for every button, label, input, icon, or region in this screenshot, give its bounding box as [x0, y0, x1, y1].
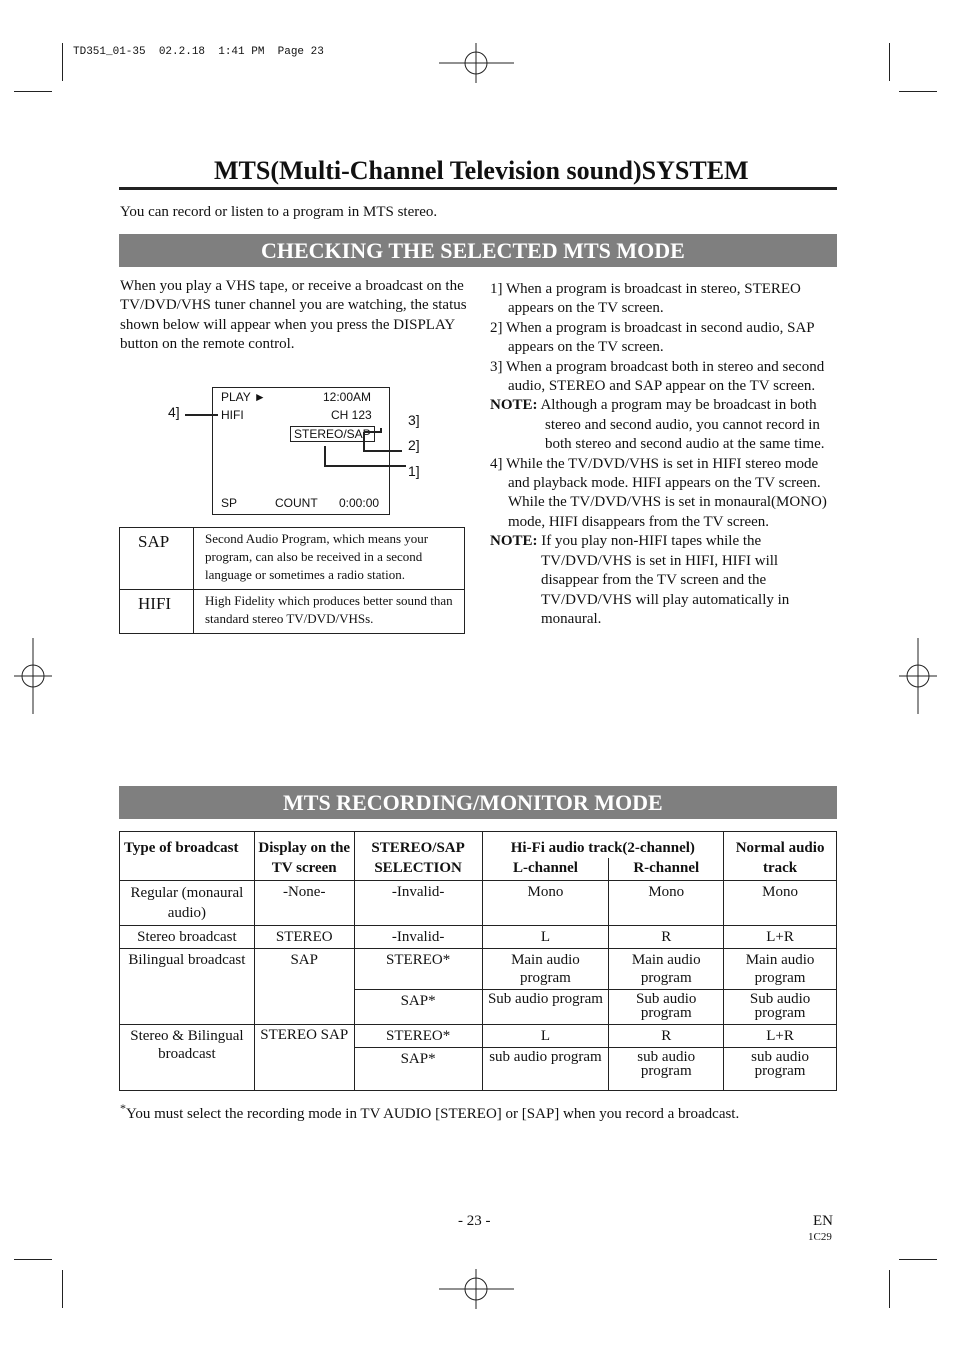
cell-display: -None-: [254, 881, 354, 926]
section-heading-recording: [119, 786, 837, 819]
cell-rch: Mono: [609, 881, 724, 926]
header-hifi: Hi-Fi audio track(2-channel): [482, 832, 724, 859]
cell-normal: sub audio program: [724, 1048, 837, 1091]
callout-2: 2]: [408, 437, 420, 453]
osd-play: PLAY ►: [221, 390, 266, 404]
cell-type: Regular (monaural audio): [120, 881, 255, 926]
cell-rch: Main audio program: [609, 949, 724, 990]
osd-speed: SP: [221, 496, 238, 510]
cell-display: STEREO SAP: [254, 1025, 354, 1091]
callout-3: 3]: [408, 412, 420, 428]
checking-paragraph: When you play a VHS tape, or receive a broadcast on the TV/DVD/VHS tuner channel you are watching, the status shown below will appear when you press the DISPLAY button on the remote control.: [120, 278, 467, 353]
cell-normal: L+R: [724, 926, 837, 949]
cell-selection: SAP*: [354, 990, 482, 1025]
glossary-term: SAP: [120, 528, 194, 590]
section-heading-checking-label: CHECKING THE SELECTED MTS MODE: [261, 238, 685, 263]
cell-type: Stereo & Bilingual broadcast: [120, 1025, 255, 1091]
mts-notes-list: [490, 280, 834, 629]
intro-text: You can record or listen to a program in MTS stereo.: [120, 204, 438, 220]
cell-lch: L: [482, 926, 609, 949]
osd-stereo-sap: STEREO/SAP: [290, 426, 375, 442]
osd-time: 12:00AM: [323, 390, 372, 404]
cell-lch: Sub audio program: [482, 990, 609, 1025]
callout-1: 1]: [408, 463, 420, 479]
mts-mode-table: [119, 831, 837, 1091]
glossary-definition: High Fidelity which produces better sound than standard stereo TV/DVD/VHSs.: [194, 590, 465, 634]
cell-normal: L+R: [724, 1025, 837, 1048]
language-code: EN: [813, 1213, 833, 1229]
glossary-table: [119, 527, 465, 634]
list-item: 3] When a program broadcast both in stereo and second audio, STEREO and SAP appear on the TV screen.: [490, 358, 825, 395]
header-type: Type of broadcast: [120, 832, 255, 881]
doc-code: 1C29: [808, 1231, 832, 1243]
osd-callout-lines: [180, 395, 440, 505]
cell-selection: -Invalid-: [354, 881, 482, 926]
note-2: [490, 532, 834, 629]
page-title: MTS(Multi-Channel Television sound)SYSTEM: [214, 156, 749, 185]
glossary-row: [120, 590, 465, 634]
note-1: [490, 396, 834, 454]
cell-normal: Mono: [724, 881, 837, 926]
glossary-term: HIFI: [120, 590, 194, 634]
section-heading-checking: [119, 234, 837, 267]
note-text: Although a program may be broadcast in both stereo and second audio, you cannot record in both stereo and second audio at the same time.: [540, 397, 825, 453]
note-label: NOTE:: [490, 397, 538, 414]
cell-type: Bilingual broadcast: [120, 949, 255, 1025]
list-item: 2] When a program is broadcast in second audio, SAP appears on the TV screen.: [490, 319, 815, 356]
table-row: [120, 881, 837, 926]
header-rch: R-channel: [609, 858, 724, 881]
cell-type: Stereo broadcast: [120, 926, 255, 949]
cell-lch: L: [482, 1025, 609, 1048]
osd-count-value: 0:00:00: [339, 496, 380, 510]
cell-display: STEREO: [254, 926, 354, 949]
cell-rch: R: [609, 1025, 724, 1048]
list-item: 1] When a program is broadcast in stereo, STEREO appears on the TV screen.: [490, 281, 801, 317]
cell-lch: Mono: [482, 881, 609, 926]
cell-display: SAP: [254, 949, 354, 1025]
page-number: - 23 -: [458, 1213, 491, 1229]
footnote-mark: *: [120, 1101, 126, 1115]
footnote: [120, 1099, 739, 1124]
list-item: 4] While the TV/DVD/VHS is set in HIFI stereo mode and playback mode. HIFI appears on the TV screen. While the TV/DVD/VHS is set in monaural(MONO) mode, HIFI disappears from the TV screen.: [490, 455, 827, 530]
table-row: [120, 949, 837, 990]
note-text: If you play non-HIFI tapes while the TV/DVD/VHS is set in HIFI, HIFI will disappear from the TV screen and the TV/DVD/VHS will play automatically in monaural.: [541, 533, 790, 627]
table-header-row: [120, 832, 837, 859]
note-label: NOTE:: [490, 533, 538, 550]
header-lch: L-channel: [482, 858, 609, 881]
cell-selection: SAP*: [354, 1048, 482, 1091]
header-selection: STEREO/SAP SELECTION: [354, 832, 482, 881]
section-heading-recording-label: MTS RECORDING/MONITOR MODE: [283, 790, 663, 815]
cell-lch: sub audio program: [482, 1048, 609, 1091]
header-normal: Normal audio track: [724, 832, 837, 881]
cell-rch: R: [609, 926, 724, 949]
glossary-definition: Second Audio Program, which means your program, can also be received in a second language or sometimes a radio station.: [194, 528, 465, 590]
callout-4: 4]: [168, 404, 180, 420]
footnote-text: You must select the recording mode in TV AUDIO [STEREO] or [SAP] when you record a broadcast.: [126, 1106, 740, 1122]
cell-selection: -Invalid-: [354, 926, 482, 949]
glossary-row: [120, 528, 465, 590]
title-rule: [119, 187, 837, 190]
osd-channel: CH 123: [331, 408, 372, 422]
cell-lch: Main audio program: [482, 949, 609, 990]
osd-hifi: HIFI: [221, 408, 244, 422]
cell-selection: STEREO*: [354, 949, 482, 990]
table-row: [120, 1025, 837, 1048]
cell-rch: Sub audio program: [609, 990, 724, 1025]
table-row: [120, 926, 837, 949]
print-header: TD351_01-35 02.2.18 1:41 PM Page 23: [73, 46, 324, 58]
header-display: Display on the TV screen: [254, 832, 354, 881]
cell-rch: sub audio program: [609, 1048, 724, 1091]
cell-normal: Main audio program: [724, 949, 837, 990]
cell-selection: STEREO*: [354, 1025, 482, 1048]
osd-count-label: COUNT: [275, 496, 318, 510]
cell-normal: Sub audio program: [724, 990, 837, 1025]
